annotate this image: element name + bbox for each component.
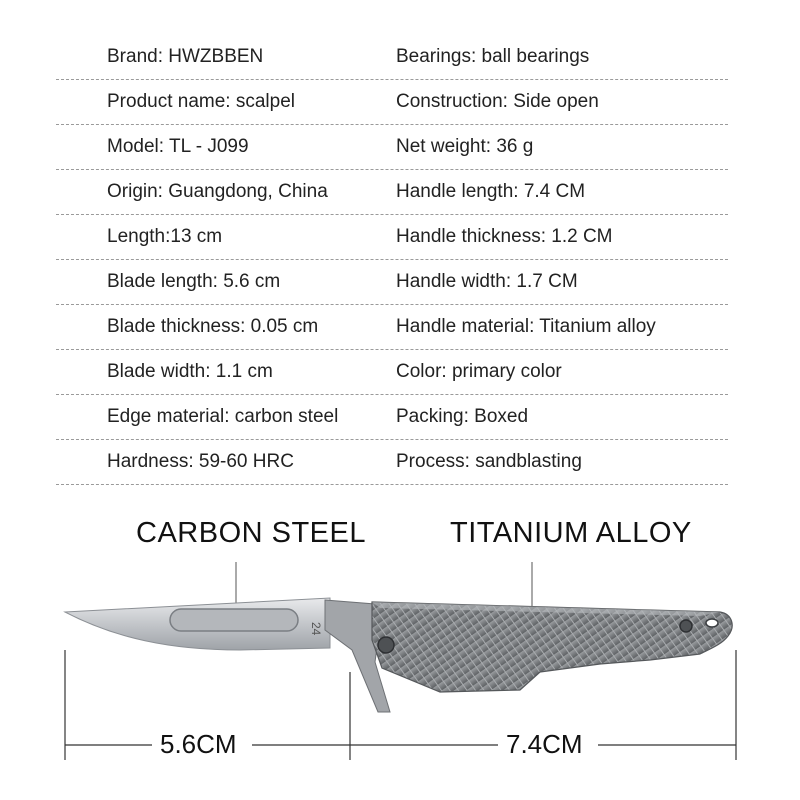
spec-blade-length: Blade length: 5.6 cm: [107, 271, 281, 292]
spec-handle-length: Handle length: 7.4 CM: [396, 181, 586, 202]
spec-blade-width: Blade width: 1.1 cm: [107, 361, 273, 382]
spec-blade-thickness: Blade thickness: 0.05 cm: [107, 316, 319, 337]
spec-color: Color: primary color: [396, 361, 562, 382]
blade-length-dimension: 5.6CM: [156, 729, 241, 760]
spec-length: Length:13 cm: [107, 226, 223, 247]
blade: [65, 598, 330, 650]
spec-process: Process: sandblasting: [396, 451, 582, 472]
blade-slot: [170, 609, 298, 631]
blade-marking: 24: [309, 622, 323, 636]
handle-material-callout: TITANIUM ALLOY: [450, 517, 692, 549]
handle-length-dimension: 7.4CM: [502, 729, 587, 760]
blade-material-callout: CARBON STEEL: [136, 517, 366, 549]
spec-bearings: Bearings: ball bearings: [396, 46, 590, 67]
spec-origin: Origin: Guangdong, China: [107, 181, 328, 202]
spec-hardness: Hardness: 59-60 HRC: [107, 451, 294, 472]
spec-edge-material: Edge material: carbon steel: [107, 406, 339, 427]
pivot-screw-icon: [378, 637, 394, 653]
spec-construction: Construction: Side open: [396, 91, 599, 112]
spec-handle-width: Handle width: 1.7 CM: [396, 271, 578, 292]
spec-handle-thickness: Handle thickness: 1.2 CM: [396, 226, 613, 247]
spec-model: Model: TL - J099: [107, 136, 249, 157]
spec-net-weight: Net weight: 36 g: [396, 136, 534, 157]
rear-screw-icon: [680, 620, 692, 632]
spec-brand: Brand: HWZBBEN: [107, 46, 264, 67]
lanyard-hole-icon: [706, 619, 718, 627]
spec-packing: Packing: Boxed: [396, 406, 529, 427]
spec-handle-material: Handle material: Titanium alloy: [396, 316, 656, 337]
handle: [372, 602, 732, 692]
spec-product-name: Product name: scalpel: [107, 91, 295, 112]
